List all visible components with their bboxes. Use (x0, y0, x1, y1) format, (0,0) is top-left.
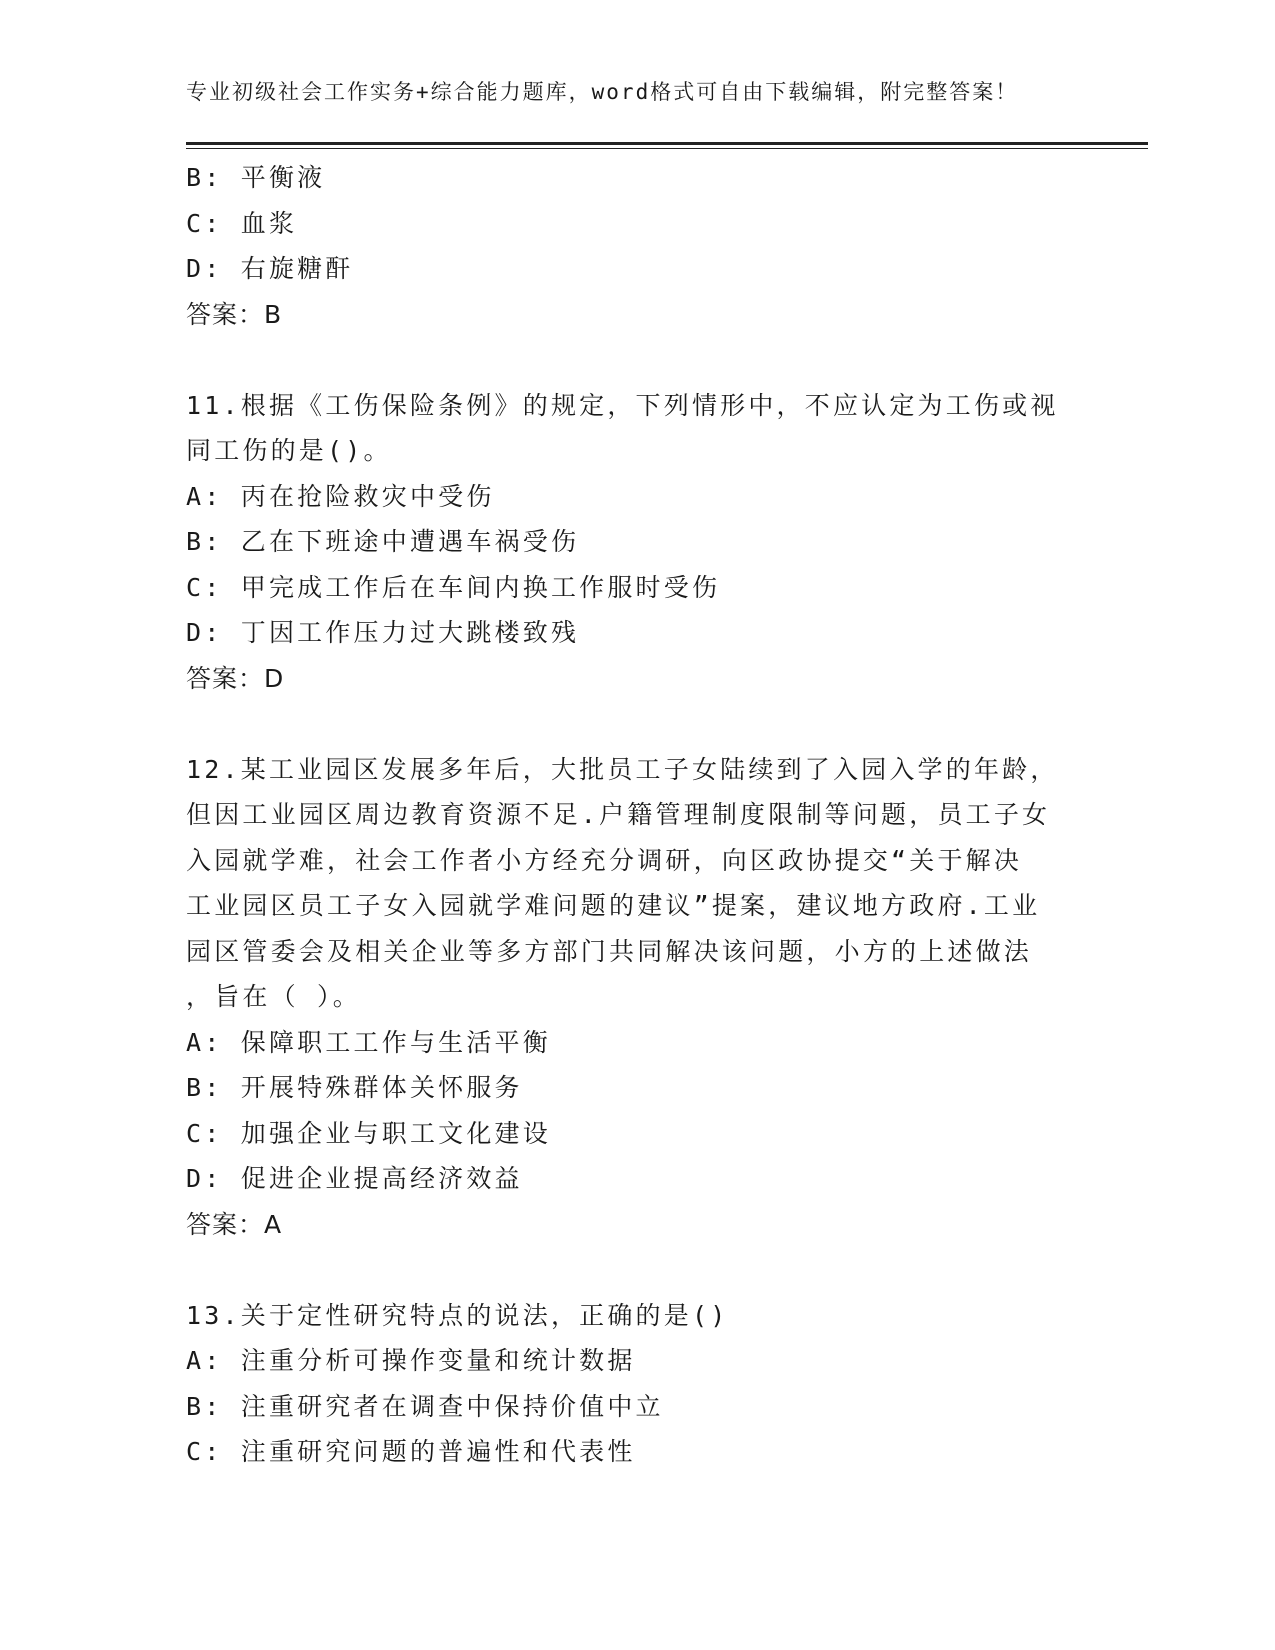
question-11 (186, 383, 1086, 702)
answer: 答案：B (186, 299, 283, 329)
question-stem-line: 11.根据《工伤保险条例》的规定，下列情形中，不应认定为工伤或视 (186, 390, 1059, 420)
option-d: D: 促进企业提高经济效益 (186, 1164, 523, 1193)
question-stem-line: 12.某工业园区发展多年后，大批员工子女陆续到了入园入学的年龄， (186, 754, 1059, 784)
document-body (186, 155, 1086, 1475)
prev-question (186, 155, 1086, 337)
option-c: C: 加强企业与职工文化建设 (186, 1118, 551, 1148)
option-c: C: 血浆 (186, 208, 298, 238)
question-12 (186, 747, 1086, 1248)
spacer (186, 1247, 1086, 1293)
question-stem-line: 13.关于定性研究特点的说法，正确的是() (186, 1300, 729, 1330)
question-stem-line: 但因工业园区周边教育资源不足.户籍管理制度限制等问题，员工子女 (186, 800, 1051, 829)
option-d: D: 右旋糖酐 (186, 254, 354, 283)
option-c: C: 甲完成工作后在车间内换工作服时受伤 (186, 572, 721, 602)
option-b: B: 注重研究者在调查中保持价值中立 (186, 1391, 664, 1421)
option-b: B: 平衡液 (186, 163, 326, 192)
spacer (186, 701, 1086, 747)
answer: 答案：D (186, 663, 285, 693)
header-rule-thick (186, 142, 1148, 145)
page-header: 专业初级社会工作实务+综合能力题库，word格式可自由下载编辑，附完整答案！ (186, 80, 1019, 104)
question-13 (186, 1293, 1086, 1475)
option-a: A: 保障职工工作与生活平衡 (186, 1027, 551, 1057)
question-stem-line: 入园就学难，社会工作者小方经充分调研，向区政协提交“关于解决 (186, 845, 1023, 875)
option-a: A: 注重分析可操作变量和统计数据 (186, 1346, 636, 1375)
question-stem-line: 同工伤的是()。 (186, 436, 392, 465)
question-stem-line: 园区管委会及相关企业等多方部门共同解决该问题，小方的上述做法 (186, 936, 1033, 966)
option-d: D: 丁因工作压力过大跳楼致残 (186, 618, 580, 647)
option-b: B: 乙在下班途中遭遇车祸受伤 (186, 527, 580, 556)
option-a: A: 丙在抢险救灾中受伤 (186, 481, 495, 511)
answer: 答案：A (186, 1209, 283, 1239)
option-c: C: 注重研究问题的普遍性和代表性 (186, 1437, 636, 1466)
option-b: B: 开展特殊群体关怀服务 (186, 1073, 523, 1102)
question-stem-line: ，旨在（ ）。 (186, 982, 361, 1011)
question-stem-line: 工业园区员工子女入园就学难问题的建议”提案，建议地方政府.工业 (186, 891, 1041, 920)
header-rule-thin (186, 148, 1148, 149)
spacer (186, 337, 1086, 383)
